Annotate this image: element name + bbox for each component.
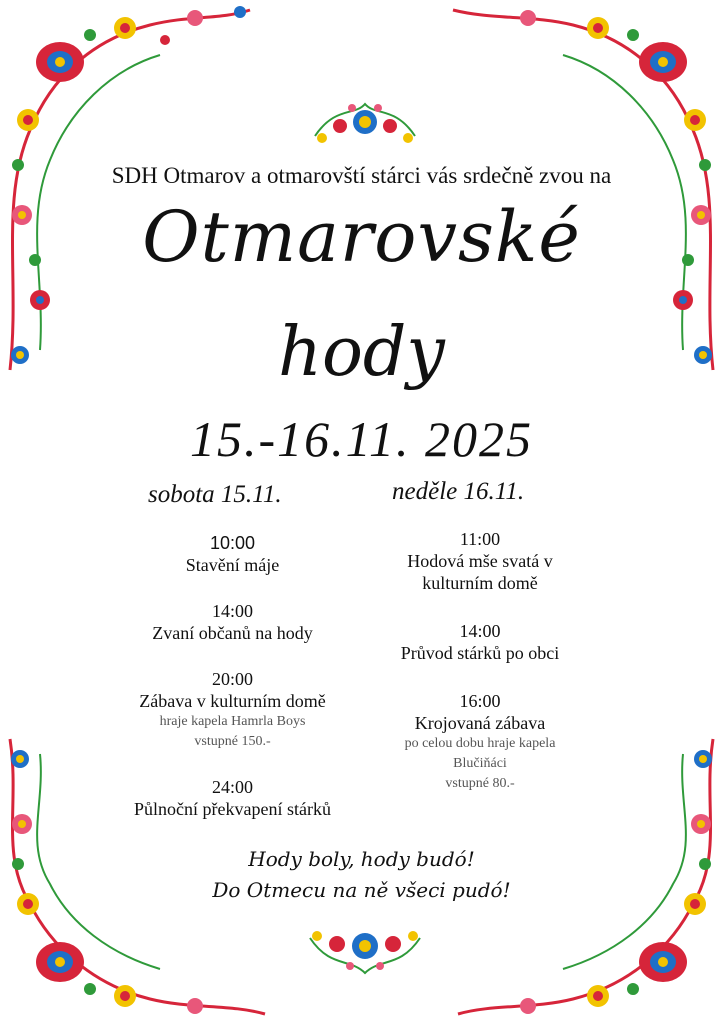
event-description: Průvod stárků po obci <box>400 643 560 663</box>
saturday-schedule <box>100 532 365 820</box>
schedule-item <box>360 620 600 664</box>
verse-line1: Hody boly, hody budó! <box>248 847 475 871</box>
event-time: 14:00 <box>459 621 501 641</box>
event-note: po celou dobu hraje kapela <box>404 736 556 751</box>
event-time: 16:00 <box>459 691 501 711</box>
folk-ornament-top-center <box>310 96 420 148</box>
event-description: Krojovaná zábava <box>414 713 546 733</box>
event-description: Stavění máje <box>185 555 280 575</box>
schedule-item <box>360 528 600 594</box>
event-title-line2: hody <box>278 313 445 392</box>
schedule-item <box>100 600 365 644</box>
schedule-item <box>100 776 365 820</box>
invitation-intro: SDH Otmarov a otmarovští stárci vás srdečně zvou na <box>111 163 612 188</box>
event-description: Půlnoční překvapení stárků <box>134 799 331 819</box>
event-note: vstupné 80.- <box>445 776 515 791</box>
event-time: 10:00 <box>209 533 256 553</box>
event-description: Hodová mše svatá v <box>407 551 553 571</box>
schedule-item <box>100 668 365 752</box>
verse-line2: Do Otmecu na ně všeci pudó! <box>212 878 511 902</box>
event-time: 14:00 <box>211 601 253 621</box>
saturday-heading: sobota 15.11. <box>148 481 282 508</box>
event-note: hraje kapela Hamrla Boys <box>159 714 306 729</box>
event-note: vstupné 150.- <box>194 734 271 749</box>
event-time: 24:00 <box>211 777 253 797</box>
event-description: Zvaní občanů na hody <box>152 623 313 643</box>
event-description: kulturním domě <box>422 573 538 593</box>
schedule-item <box>360 690 600 794</box>
sunday-heading: neděle 16.11. <box>392 478 525 505</box>
sunday-schedule <box>360 528 600 794</box>
event-time: 11:00 <box>459 529 501 549</box>
schedule-item <box>100 532 365 576</box>
event-note: Blučiňáci <box>453 756 507 771</box>
event-date: 15.-16.11. 2025 <box>190 411 533 467</box>
event-description: Zábava v kulturním domě <box>139 691 326 711</box>
folk-ornament-bottom-center <box>305 918 425 978</box>
event-time: 20:00 <box>211 669 253 689</box>
event-title-line1: Otmarovské <box>142 196 581 278</box>
